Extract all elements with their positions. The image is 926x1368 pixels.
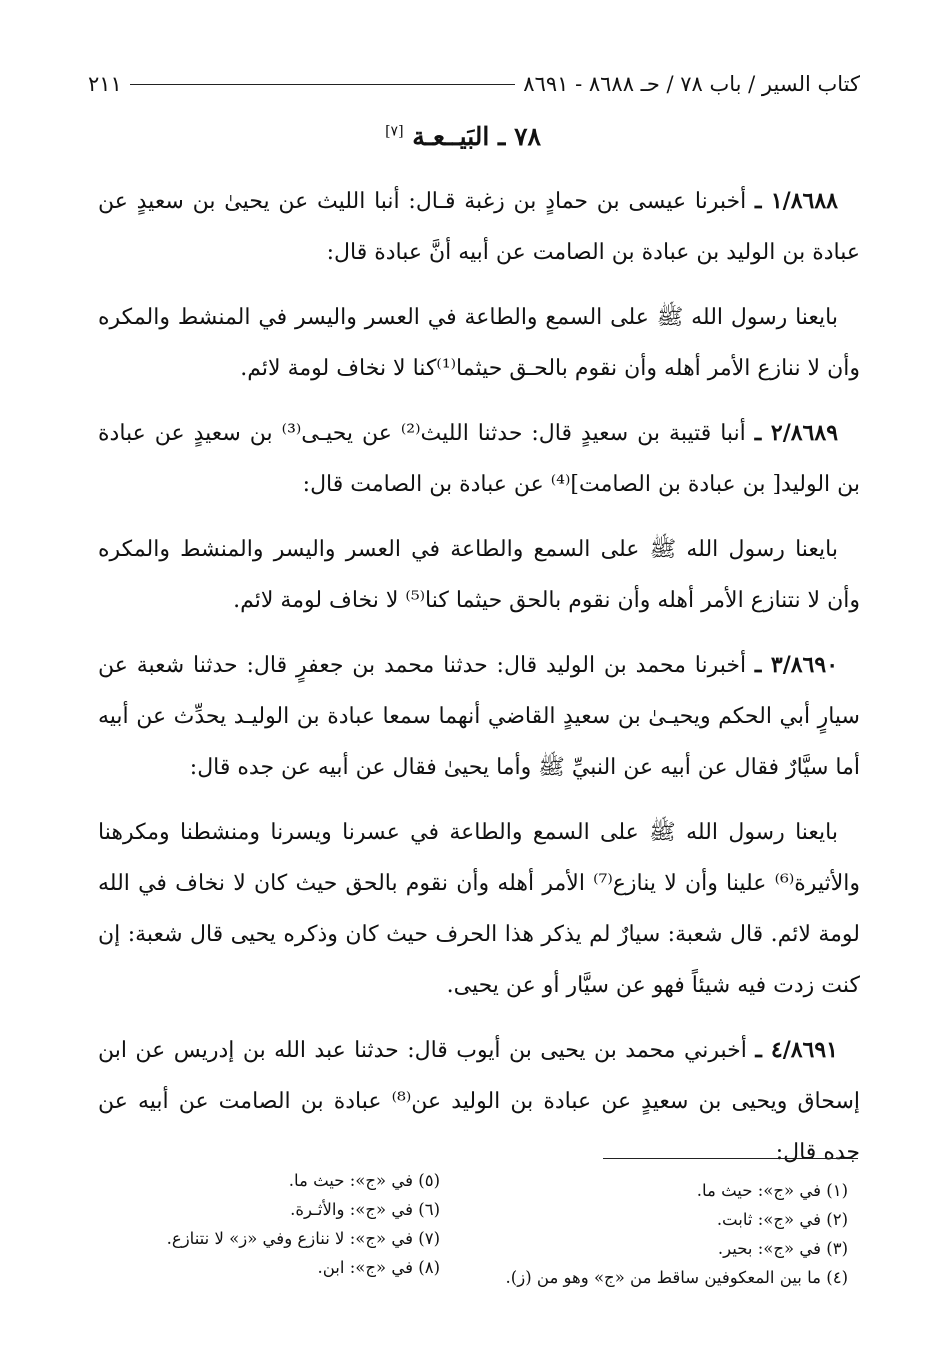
page-number: ٢١١ — [88, 72, 122, 96]
hadith-matn: بايعنا رسول الله ﷺ على السمع والطاعة في عسرنا ويسرنا ومنشطنا ومكرهنا والأثيرة⁽⁶⁾ علينا وأن لا ينازع⁽⁷⁾ الأمر أهله وأن نقوم بالحق حيث كان لا نخاف في الله لومة لائم. قال شعبة: سيارٌ لم يذكر هذا الحرف حيث كان وذكره يحيى قال شعبة: إن كنت زدت فيه شيئاً فهو عن سيَّار أو عن يحيى. — [98, 820, 860, 998]
hadith-number: ١/٨٦٨٨ ـ — [754, 188, 838, 214]
footnote: (٤) ما بين المعكوفين ساقط من «ج» وهو من (ز). — [505, 1268, 848, 1287]
isnad-text: أخبرني محمد بن يحيى بن أيوب قال: حدثنا عبد الله بن إدريس عن ابن إسحاق ويحيى بن سعيدٍ عن عبادة بن الوليد عن⁽⁸⁾ عبادة بن الصامت عن أبيه عن جده قال: — [98, 1038, 860, 1165]
hadith-isnad — [98, 176, 860, 278]
running-header — [88, 64, 860, 104]
isnad-text: أخبرنا محمد بن الوليد قال: حدثنا محمد بن جعفرٍ قال: حدثنا شعبة عن سيارٍ أبي الحكم ويحيـىٰ بن سعيدٍ القاضي أنهما سمعا عبادة بن الوليـد يحدِّث عن أبيه أما سيَّارٌ فقال عن أبيه عن النبيِّ ﷺ وأما يحيىٰ فقال عن أبيه عن جده قال: — [98, 653, 860, 780]
main-text — [98, 176, 860, 1178]
chapter-title-text: ٧٨ ـ البَيــعـة — [412, 122, 541, 151]
hadith-isnad — [98, 408, 860, 510]
footnote: (٦) في «ج»: والأثـرة. — [290, 1200, 440, 1219]
hadith-isnad — [98, 640, 860, 793]
header-rule — [130, 84, 515, 85]
hadith-number: ٣/٨٦٩٠ ـ — [754, 652, 839, 678]
chapter-ref: [٧] — [385, 123, 404, 140]
hadith-number: ٤/٨٦٩١ ـ — [755, 1037, 838, 1063]
footnote-separator — [603, 1158, 858, 1159]
footnote: (١) في «ج»: حيث ما. — [696, 1181, 848, 1200]
header-title: كتاب السير / باب ٧٨ / حـ ٨٦٨٨ - ٨٦٩١ — [523, 72, 860, 96]
isnad-text: أخبرنا عيسى بن حمادٍ بن زغبة قـال: أنبا الليث عن يحيىٰ بن سعيدٍ عن عبادة بن الوليد بن عبادة بن الصامت عن أبيه أنَّ عبادة قال: — [98, 189, 860, 265]
footnotes-right-column — [488, 1176, 848, 1292]
footnotes-left-column — [80, 1166, 440, 1282]
footnote: (٨) في «ج»: ابن. — [317, 1258, 440, 1277]
footnote: (٢) في «ج»: ثابت. — [716, 1210, 848, 1229]
chapter-title — [0, 122, 926, 151]
footnote: (٥) في «ج»: حيث ما. — [288, 1171, 440, 1190]
hadith-matn: بايعنا رسول الله ﷺ على السمع والطاعة في العسر واليسر في المنشط والمكره وأن لا ننازع الأمر أهله وأن نقوم بالحـق حيثما⁽¹⁾كنا لا نخاف لومة لائم. — [98, 305, 860, 381]
footnote: (٣) في «ج»: بحير. — [717, 1239, 848, 1258]
footnote: (٧) في «ج»: لا ننازع وفي «ز» لا نتنازع. — [166, 1229, 440, 1248]
hadith-isnad — [98, 1025, 860, 1178]
hadith-number: ٢/٨٦٨٩ ـ — [754, 420, 839, 446]
isnad-text: أنبا قتيبة بن سعيدٍ قال: حدثنا الليث⁽²⁾ عن يحيـى⁽³⁾ بن سعيدٍ عن عبادة بن الوليد[ بن عبادة بن الصامت]⁽⁴⁾ عن عبادة بن الصامت قال: — [98, 421, 860, 497]
hadith-matn: بايعنا رسول الله ﷺ على السمع والطاعة في العسر واليسر والمنشط والمكره وأن لا نتنازع الأمر أهله وأن نقوم بالحق حيثما كنا⁽⁵⁾ لا نخاف لومة لائم. — [98, 537, 860, 613]
